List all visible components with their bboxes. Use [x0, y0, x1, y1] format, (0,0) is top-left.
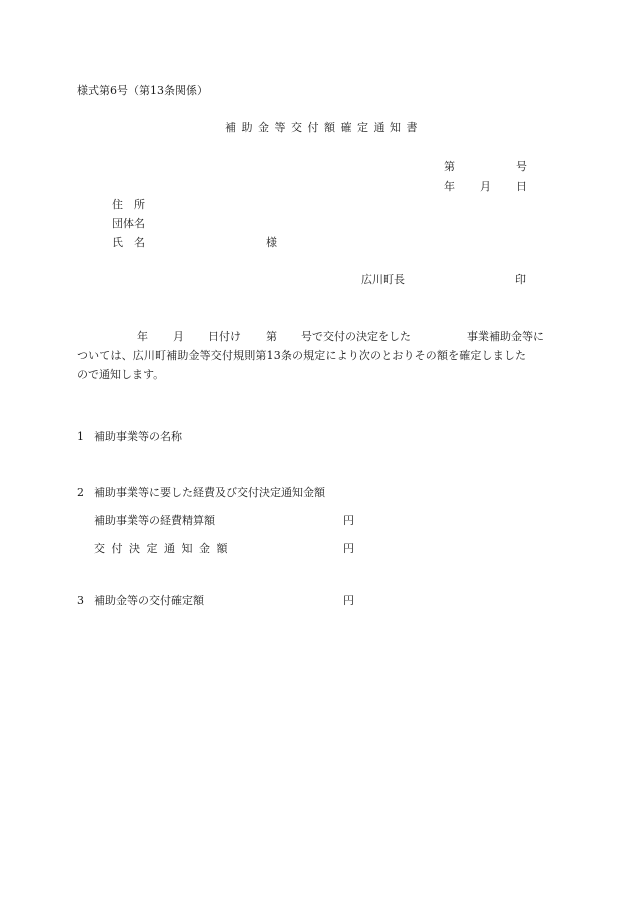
item-3-label: 補助金等の交付確定額: [94, 594, 204, 607]
item-2-sub-2-label: 交付決定通知金額: [94, 542, 234, 555]
body-year: 年: [137, 330, 148, 343]
date-day: 日: [516, 180, 527, 193]
group-name-label: 団体名: [112, 217, 145, 230]
item-2-sub-2-unit: 円: [343, 542, 354, 555]
reference-number-suffix: 号: [516, 160, 527, 173]
document-title: 補 助 金 等 交 付 額 確 定 通 知 書: [225, 121, 419, 134]
item-3-number: 3: [77, 594, 84, 607]
body-line-2: ついては、広川町補助金等交付規則第13条の規定により次のとおりその額を確定しました: [77, 349, 527, 362]
item-1-label: 補助事業等の名称: [94, 430, 182, 443]
item-3-unit: 円: [343, 594, 354, 607]
date-month: 月: [480, 180, 491, 193]
body-project: 事業補助金等に: [467, 330, 544, 343]
address-label: 住 所: [112, 198, 145, 211]
seal-mark: 印: [515, 273, 526, 286]
date-year: 年: [444, 180, 455, 193]
item-2-sub-1-label: 補助事業等の経費精算額: [94, 514, 215, 527]
body-dai: 第: [266, 330, 277, 343]
form-number: 様式第6号（第13条関係）: [77, 84, 208, 97]
body-line-3: ので通知します。: [77, 368, 165, 381]
reference-number-prefix: 第: [444, 160, 455, 173]
name-label: 氏 名: [112, 236, 145, 249]
body-decided: 号で交付の決定をした: [301, 330, 411, 343]
body-dated: 日付け: [208, 330, 241, 343]
item-2-sub-1-unit: 円: [343, 514, 354, 527]
honorific: 様: [266, 236, 277, 249]
item-2-number: 2: [77, 486, 84, 499]
issuer-title: 広川町長: [361, 273, 405, 286]
body-month: 月: [173, 330, 184, 343]
item-2-label: 補助事業等に要した経費及び交付決定通知金額: [94, 486, 325, 499]
item-1-number: 1: [77, 430, 84, 443]
